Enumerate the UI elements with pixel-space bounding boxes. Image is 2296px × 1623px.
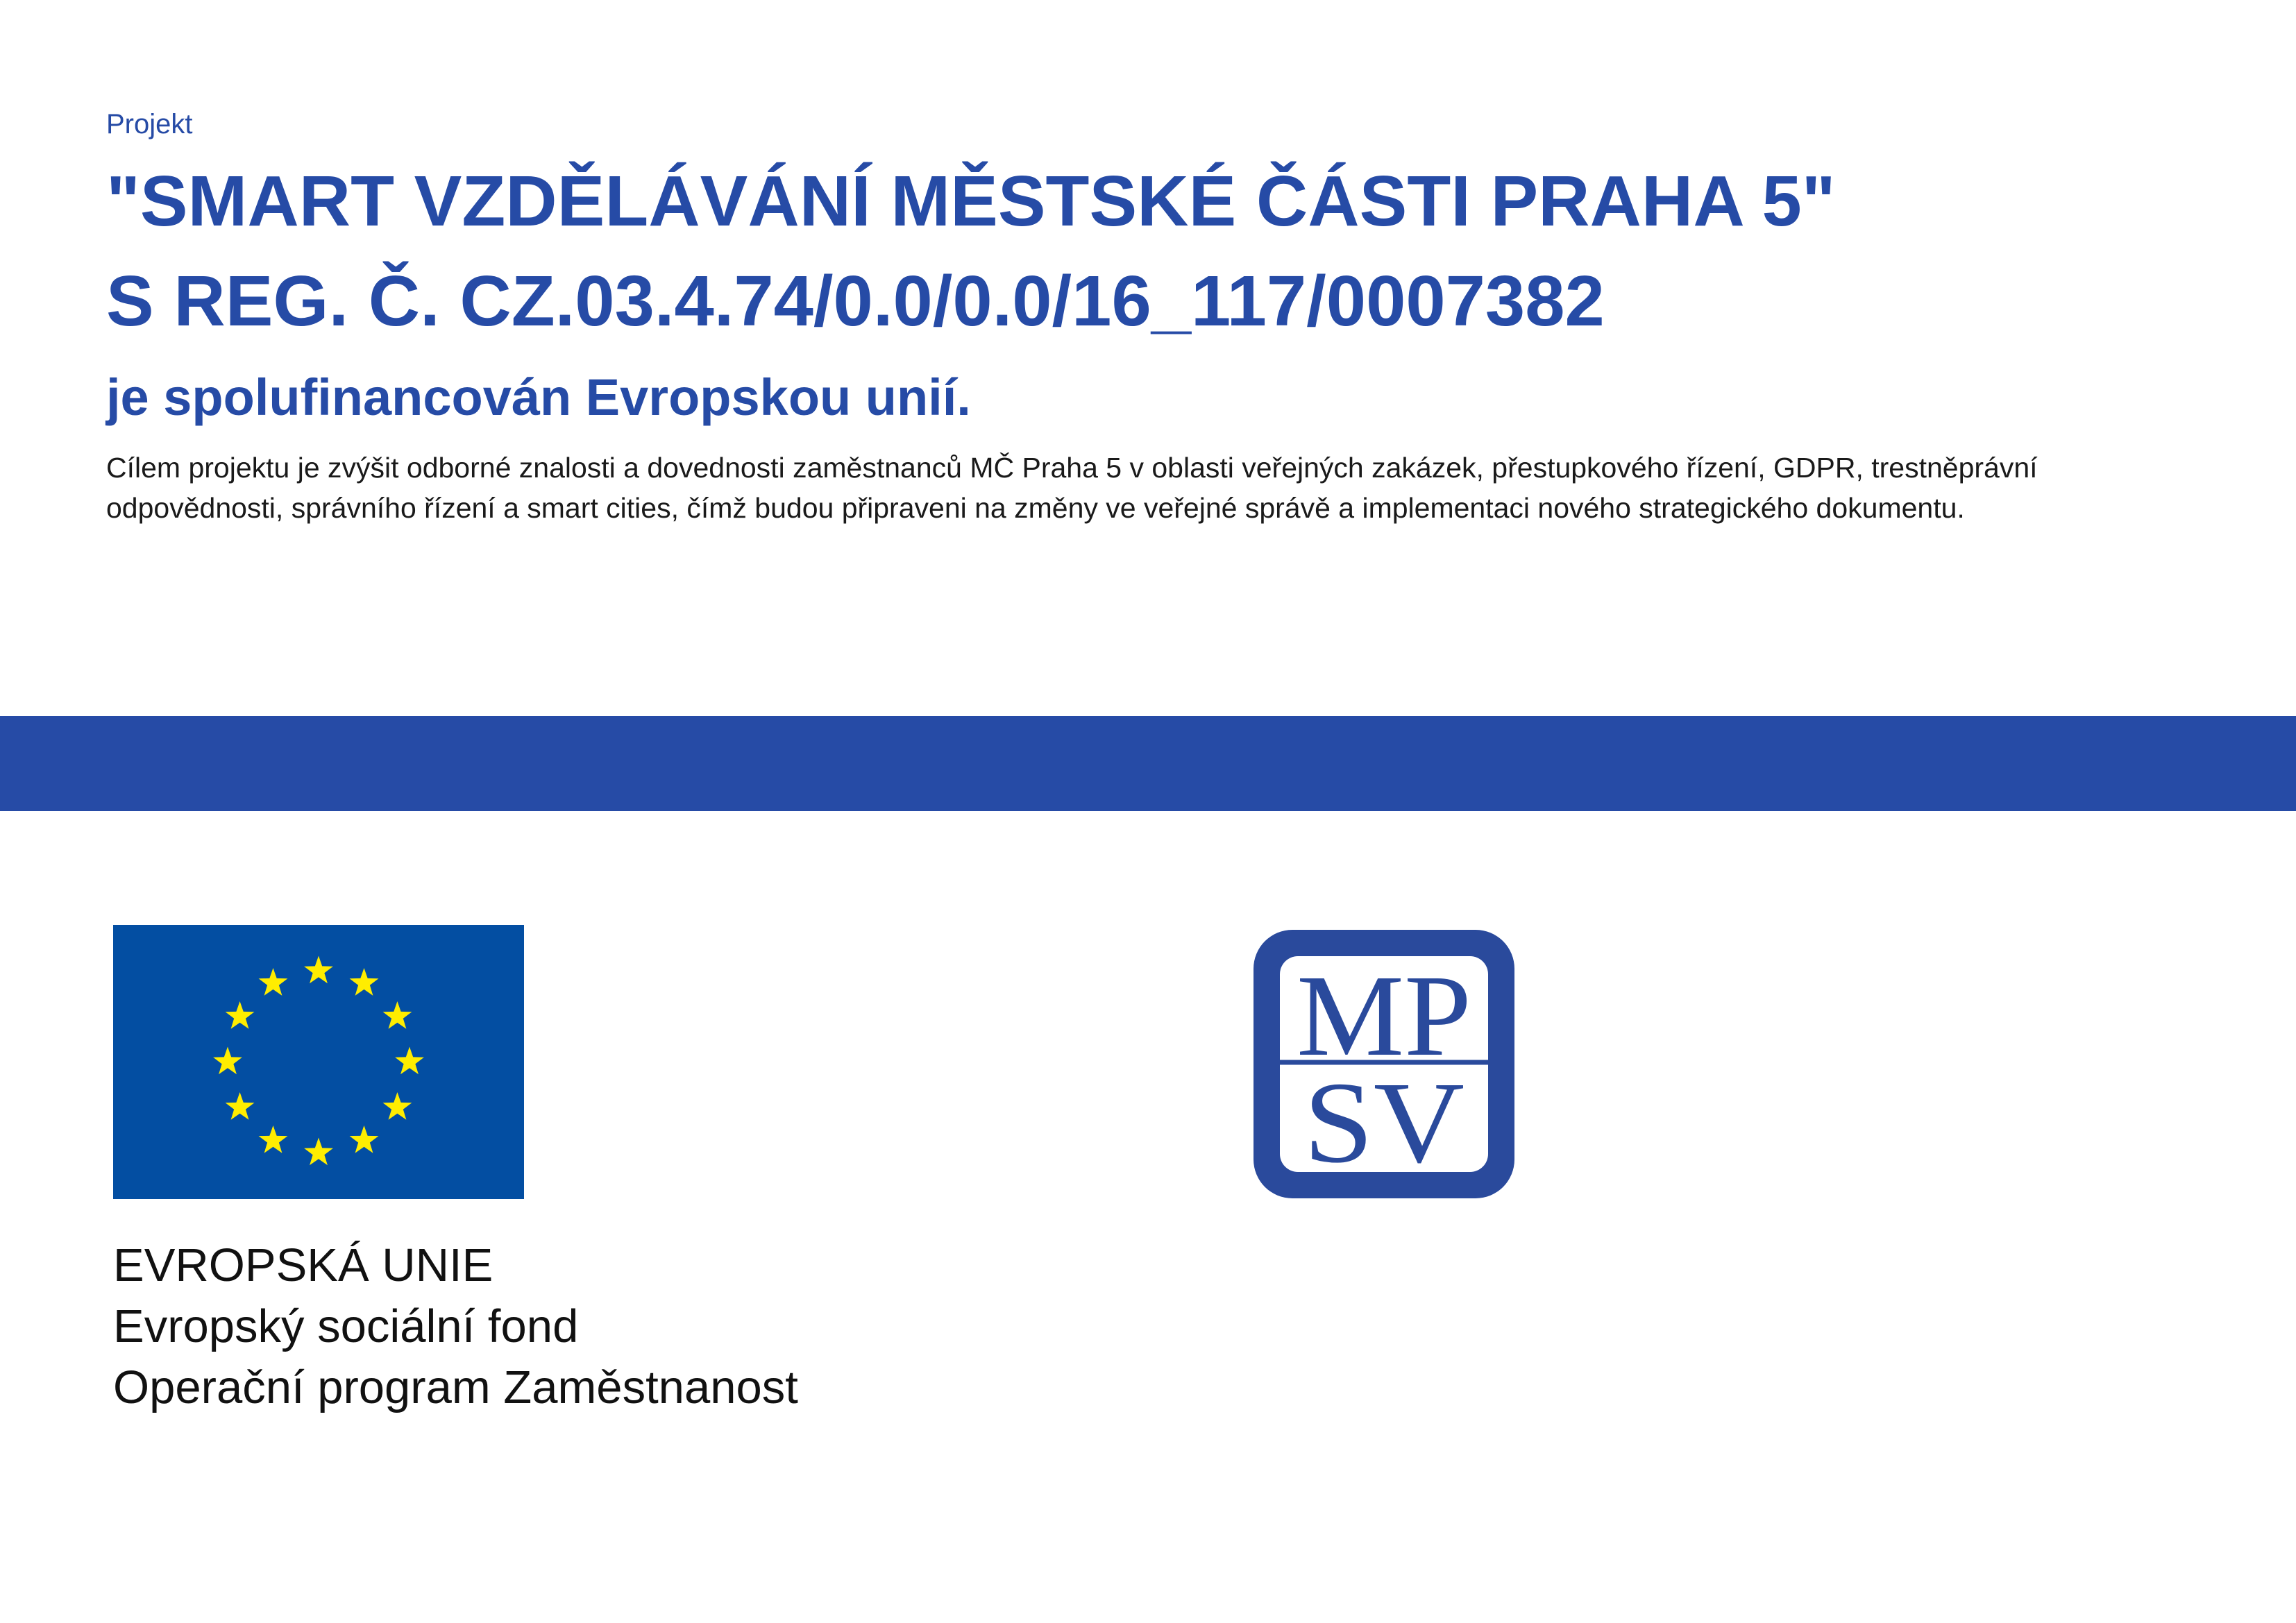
eu-caption [113, 1235, 798, 1418]
project-kicker: Projekt [106, 109, 193, 139]
blue-divider-band [0, 716, 2296, 811]
eu-flag-icon [113, 925, 524, 1199]
project-subtitle: je spolufinancován Evropskou unií. [106, 368, 971, 426]
mpsv-logo-icon [1253, 930, 1514, 1198]
eu-caption-line-3: Operační program Zaměstnanost [113, 1361, 798, 1413]
mpsv-logo-top-text: MP [1297, 951, 1471, 1080]
project-title-line-2: S REG. Č. CZ.03.4.74/0.0/0.0/16_117/0007382 [106, 261, 1605, 341]
project-description: Cílem projektu je zvýšit odborné znalosti a dovednosti zaměstnanců MČ Praha 5 v oblasti veřejných zakázek, přestupkového řízení, GDPR, trestněprávní odpovědnosti, správního řízení a smart cities, čímž budou připraveni na změny ve veřejné správě a implementaci nového strategického dokumentu. [106, 452, 2038, 524]
eu-caption-line-1: EVROPSKÁ UNIE [113, 1239, 493, 1291]
mpsv-logo-bottom-text: SV [1303, 1058, 1464, 1187]
project-title-line-1: "SMART VZDĚLÁVÁNÍ MĚSTSKÉ ČÁSTI PRAHA 5" [106, 161, 1836, 241]
eu-caption-line-2: Evropský sociální fond [113, 1300, 579, 1352]
